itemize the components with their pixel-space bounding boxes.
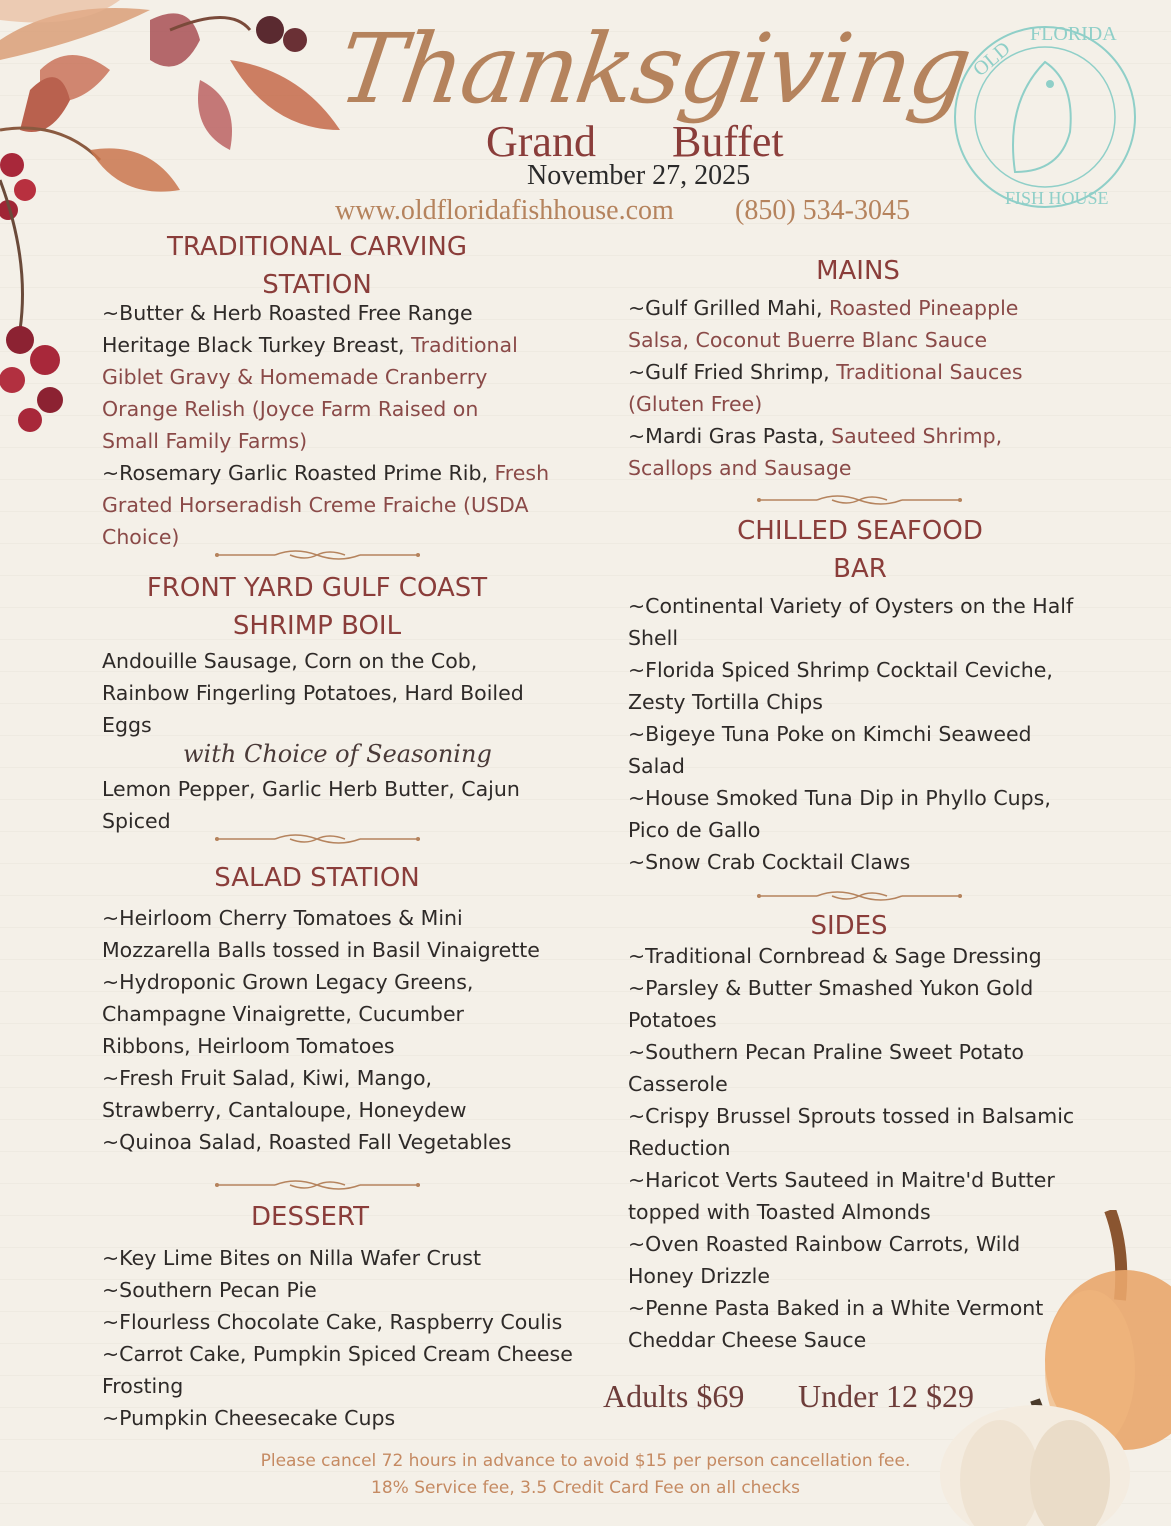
old-florida-fish-house-logo: [945, 22, 1145, 212]
desc: Orange Relish (Joyce Farm Raised on: [102, 397, 479, 421]
salad-line-7: Strawberry, Cantaloupe, Honeydew: [102, 1098, 467, 1122]
text: ~Gulf Fried Shrimp,: [628, 360, 837, 384]
carving-title-line2: STATION: [262, 270, 372, 300]
svg-text:OLD: OLD: [969, 37, 1015, 81]
carving-line-7: [102, 489, 528, 521]
seasoning-line-2: Spiced: [102, 809, 171, 833]
seafood-title-line2: BAR: [833, 554, 887, 584]
seafood-title-line1: CHILLED SEAFOOD: [737, 516, 983, 546]
dessert-line-5: Frosting: [102, 1374, 184, 1398]
boil-title-line1: FRONT YARD GULF COAST: [146, 573, 488, 603]
section-title-shrimp-boil: [100, 569, 534, 645]
section-title-sides: SIDES: [810, 911, 888, 941]
seasoning-line-1: Lemon Pepper, Garlic Herb Butter, Cajun: [102, 777, 520, 801]
ornament-divider: [757, 888, 962, 904]
section-title-salad: SALAD STATION: [214, 863, 420, 893]
sides-line-8: ~Haricot Verts Sauteed in Maitre'd Butter: [628, 1168, 1055, 1192]
desc: (Gluten Free): [628, 392, 763, 416]
svg-text:FLORIDA: FLORIDA: [1030, 23, 1117, 45]
seafood-line-2: Shell: [628, 626, 679, 650]
seafood-line-8: Pico de Gallo: [628, 818, 761, 842]
text: Heritage Black Turkey Breast,: [102, 333, 412, 357]
carving-line-8: [102, 521, 179, 553]
desc: Roasted Pineapple: [829, 296, 1019, 320]
price-adults: Adults $69: [603, 1378, 745, 1414]
salad-line-4: Champagne Vinaigrette, Cucumber: [102, 1002, 464, 1026]
sides-line-13: Cheddar Cheese Sauce: [628, 1328, 867, 1352]
salad-line-5: Ribbons, Heirloom Tomatoes: [102, 1034, 395, 1058]
text: ~Butter & Herb Roasted Free Range: [102, 301, 473, 325]
section-title-mains: MAINS: [816, 256, 900, 286]
ornament-divider: [757, 492, 962, 508]
subtitle-buffet: Buffet: [671, 117, 784, 166]
salad-line-1: ~Heirloom Cherry Tomatoes & Mini: [102, 906, 463, 930]
boil-line-1: Andouille Sausage, Corn on the Cob,: [102, 649, 478, 673]
boil-title-line2: SHRIMP BOIL: [232, 611, 402, 641]
desc: Scallops and Sausage: [628, 456, 852, 480]
desc: Traditional Sauces: [836, 360, 1023, 384]
mains-line-3: [628, 356, 1023, 388]
salad-line-3: ~Hydroponic Grown Legacy Greens,: [102, 970, 474, 994]
desc: Choice): [102, 525, 180, 549]
boil-line-3: Eggs: [102, 713, 152, 737]
dessert-line-1: ~Key Lime Bites on Nilla Wafer Crust: [102, 1246, 481, 1270]
sides-line-9: topped with Toasted Almonds: [628, 1200, 931, 1224]
mains-line-1: [628, 292, 1018, 324]
seafood-line-1: ~Continental Variety of Oysters on the Half: [628, 594, 1074, 618]
ornament-divider: [215, 1177, 420, 1193]
price-under-12: Under 12 $29: [798, 1378, 974, 1414]
carving-line-6: [102, 457, 549, 489]
fee-notice: 18% Service fee, 3.5 Credit Card Fee on all checks: [371, 1478, 800, 1498]
salad-line-8: ~Quinoa Salad, Roasted Fall Vegetables: [102, 1130, 512, 1154]
carving-title-line1: TRADITIONAL CARVING: [166, 232, 467, 262]
carving-line-4: [102, 393, 478, 425]
subtitle-grand: Grand: [486, 117, 596, 166]
salad-line-2: Mozzarella Balls tossed in Basil Vinaigrette: [102, 938, 540, 962]
event-date: November 27, 2025: [527, 160, 751, 191]
page-title: Thanksgiving: [332, 13, 977, 125]
desc: Fresh: [494, 461, 550, 485]
sides-line-1: ~Traditional Cornbread & Sage Dressing: [628, 944, 1042, 968]
phone-number[interactable]: (850) 534-3045: [735, 195, 910, 226]
seasoning-script: with Choice of Seasoning: [183, 740, 492, 768]
sides-line-6: ~Crispy Brussel Sprouts tossed in Balsamic: [628, 1104, 1075, 1128]
section-title-seafood: [628, 512, 1092, 588]
mains-line-2: [628, 324, 987, 356]
section-title-carving: [100, 228, 534, 304]
seafood-line-5: ~Bigeye Tuna Poke on Kimchi Seaweed: [628, 722, 1032, 746]
carving-line-3: [102, 361, 487, 393]
seafood-line-6: Salad: [628, 754, 685, 778]
sides-line-2: ~Parsley & Butter Smashed Yukon Gold: [628, 976, 1034, 1000]
mains-line-4: [628, 388, 762, 420]
text: ~Gulf Grilled Mahi,: [628, 296, 829, 320]
ornament-divider: [215, 831, 420, 847]
ornament-divider: [215, 547, 420, 563]
dessert-line-4: ~Carrot Cake, Pumpkin Spiced Cream Cheese: [102, 1342, 573, 1366]
sides-line-12: ~Penne Pasta Baked in a White Vermont: [628, 1296, 1044, 1320]
carving-line-1: [102, 297, 473, 329]
seafood-line-7: ~House Smoked Tuna Dip in Phyllo Cups,: [628, 786, 1051, 810]
sides-line-10: ~Oven Roasted Rainbow Carrots, Wild: [628, 1232, 1021, 1256]
website-link[interactable]: www.oldfloridafishhouse.com: [335, 195, 674, 226]
desc: Salsa, Coconut Buerre Blanc Sauce: [628, 328, 988, 352]
desc: Sauteed Shrimp,: [831, 424, 1003, 448]
seafood-line-3: ~Florida Spiced Shrimp Cocktail Ceviche,: [628, 658, 1053, 682]
dessert-line-3: ~Flourless Chocolate Cake, Raspberry Coulis: [102, 1310, 563, 1334]
dessert-line-2: ~Southern Pecan Pie: [102, 1278, 317, 1302]
carving-line-2: [102, 329, 518, 361]
sides-line-7: Reduction: [628, 1136, 731, 1160]
seafood-line-4: Zesty Tortilla Chips: [628, 690, 823, 714]
sides-line-11: Honey Drizzle: [628, 1264, 770, 1288]
text: ~Mardi Gras Pasta,: [628, 424, 832, 448]
desc: Grated Horseradish Creme Fraiche (USDA: [102, 493, 529, 517]
carving-line-5: [102, 425, 307, 457]
svg-text:FISH HOUSE: FISH HOUSE: [1005, 188, 1109, 208]
seafood-line-9: ~Snow Crab Cocktail Claws: [628, 850, 911, 874]
cancellation-notice: Please cancel 72 hours in advance to avoid $15 per person cancellation fee.: [260, 1451, 911, 1471]
desc: Traditional: [411, 333, 518, 357]
boil-line-2: Rainbow Fingerling Potatoes, Hard Boiled: [102, 681, 524, 705]
section-title-dessert: DESSERT: [251, 1202, 369, 1232]
desc: Giblet Gravy & Homemade Cranberry: [102, 365, 488, 389]
salad-line-6: ~Fresh Fruit Salad, Kiwi, Mango,: [102, 1066, 433, 1090]
dessert-line-6: ~Pumpkin Cheesecake Cups: [102, 1406, 396, 1430]
desc: Small Family Farms): [102, 429, 308, 453]
mains-line-6: [628, 452, 852, 484]
mains-line-5: [628, 420, 1002, 452]
text: ~Rosemary Garlic Roasted Prime Rib,: [102, 461, 495, 485]
sides-line-3: Potatoes: [628, 1008, 717, 1032]
sides-line-4: ~Southern Pecan Praline Sweet Potato: [628, 1040, 1024, 1064]
sides-line-5: Casserole: [628, 1072, 728, 1096]
